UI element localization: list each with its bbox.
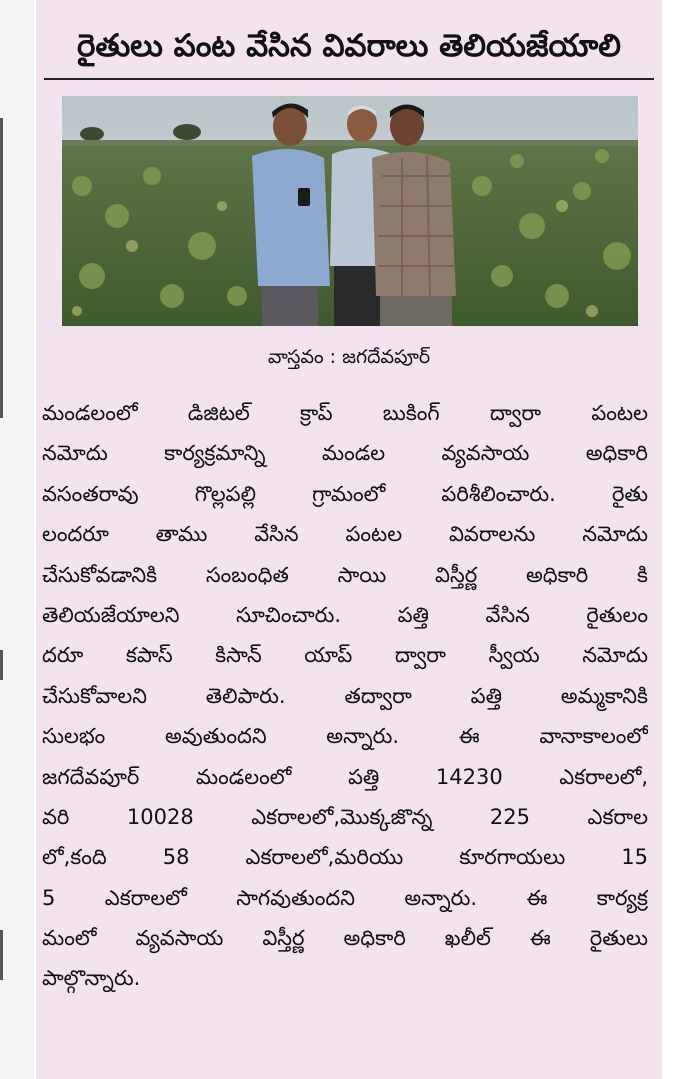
adjacent-column-mark: [0, 650, 3, 680]
headline: రైతులు పంట వేసిన వివరాలు తెలియజేయాలి: [76, 28, 622, 64]
article-body: [42, 393, 648, 999]
article-line: పాల్గొన్నారు.: [42, 966, 141, 991]
article-line: వరి 10028 ఎకరాలలో,మొక్కజొన్న 225 ఎకరాల: [42, 804, 648, 829]
headline-rule: [44, 78, 654, 80]
dateline: వాస్తవం : జగదేవపూర్: [267, 346, 431, 368]
article-line: మంలో వ్యవసాయ విస్తీర్ణ అధికారి ఖలీల్ ఈ రైతులు: [42, 926, 648, 951]
article-line: తెలియజేయాలని సూచించారు. పత్తి వేసిన రైతులం: [42, 602, 648, 627]
article-line: లందరూ తాము వేసిన పంటల వివరాలను నమోదు: [42, 522, 648, 547]
article-line: వసంతరావు గొల్లపల్లి గ్రామంలో పరిశీలించారు. రైతు: [42, 481, 648, 506]
article-line: చేసుకోవడానికి సంబంధిత సాయి విస్తీర్ణ అధికారి కి: [42, 562, 648, 587]
article-line: దరూ కపాస్ కిసాన్ యాప్ ద్వారా స్వీయ నమోదు: [42, 643, 648, 668]
adjacent-column-mark: [0, 118, 3, 418]
farmers-in-cotton-field-photo: [62, 96, 638, 326]
article-line: మండలంలో డిజిటల్ క్రాప్ బుకింగ్ ద్వారా పంటల: [42, 401, 648, 425]
adjacent-column-mark: [0, 930, 3, 980]
article-line: చేసుకోవాలని తెలిపారు. తద్వారా పత్తి అమ్మకానికి: [42, 683, 648, 708]
article-line: జగదేవపూర్ మండలంలో పత్తి 14230 ఎకరాలలో,: [42, 764, 648, 789]
adjacent-column-strip: [0, 0, 34, 1079]
article-line: నమోదు కార్యక్రమాన్ని మండల వ్యవసాయ అధికారి: [42, 441, 648, 466]
article-line: సులభం అవుతుందని అన్నారు. ఈ వానాకాలంలో: [42, 724, 648, 749]
article-line: 5 ఎకరాలలో సాగవుతుందని అన్నారు. ఈ కార్యక్ర: [42, 885, 648, 910]
article-line: లో,కంది 58 ఎకరాలలో,మరియు కూరగాయలు 15: [42, 845, 648, 870]
